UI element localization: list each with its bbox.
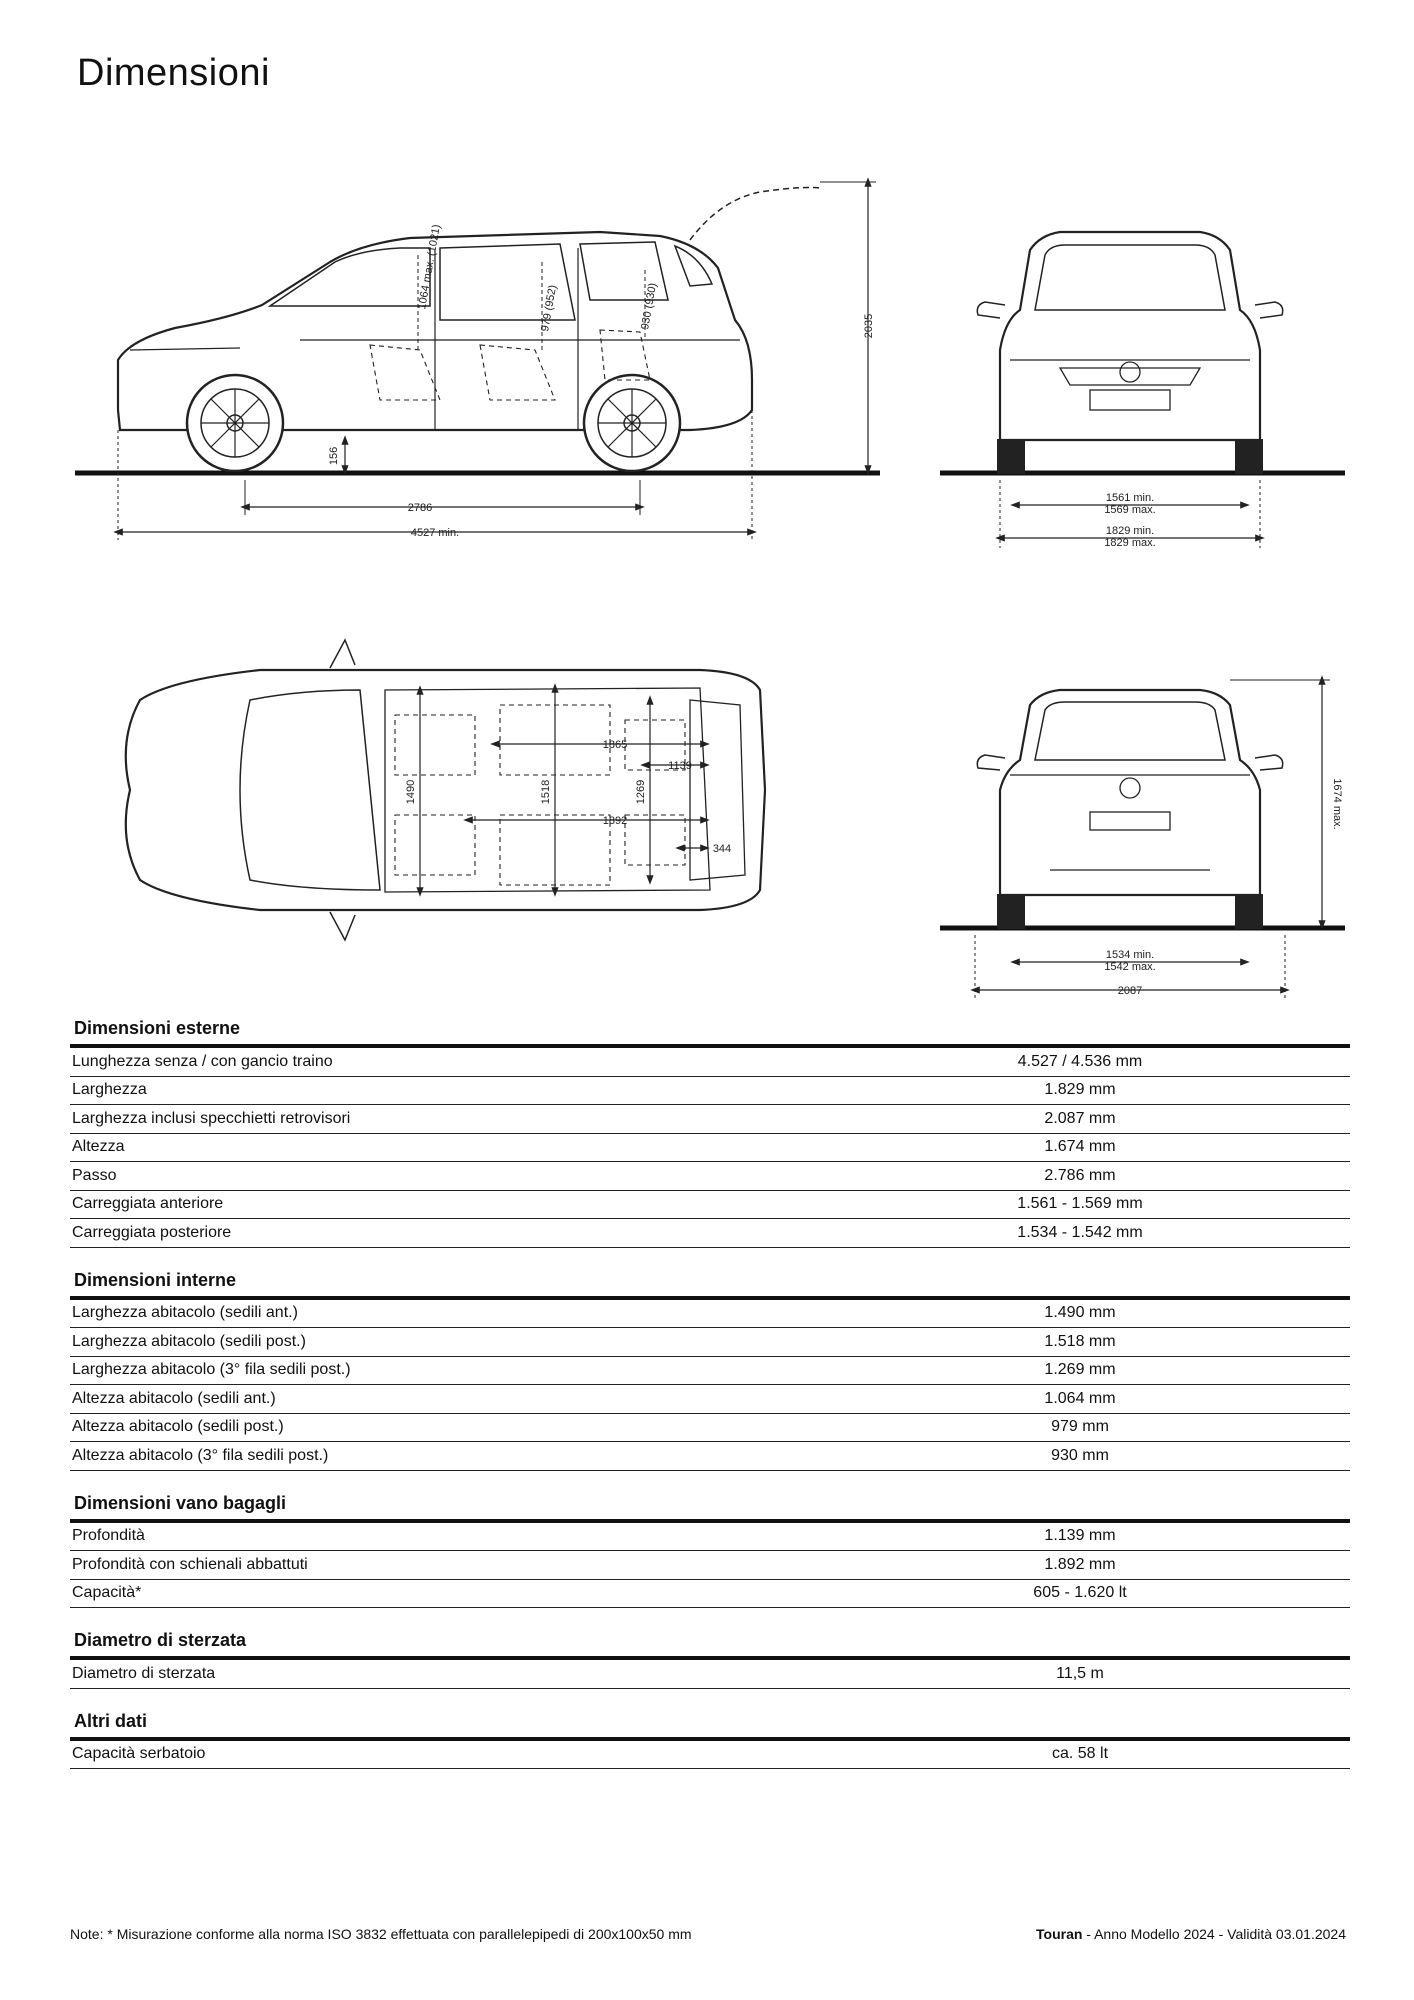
row-value: 605 - 1.620 lt (1033, 1584, 1127, 1602)
section-interior (70, 1270, 1350, 1471)
row-label: Carreggiata posteriore (72, 1223, 232, 1241)
head-mid-label: 979 (952) (539, 284, 560, 333)
section-turning (70, 1630, 1350, 1689)
row-label: Larghezza inclusi specchietti retrovisori (72, 1109, 351, 1127)
rear-track-max-label: 1542 max. (1104, 961, 1156, 973)
row-value: 1.064 mm (1044, 1389, 1116, 1407)
row-label: Larghezza abitacolo (3° fila sedili post.) (72, 1361, 351, 1379)
row-value: 1.518 mm (1044, 1332, 1116, 1350)
section-title: Dimensioni esterne (74, 1018, 241, 1038)
top-1269-label: 1269 (635, 779, 647, 805)
side-view (75, 182, 880, 540)
row-label: Larghezza abitacolo (sedili ant.) (72, 1304, 298, 1322)
length-label: 4527 min. (410, 527, 460, 539)
table-row (70, 1523, 1350, 1552)
top-1490-label: 1490 (405, 779, 417, 805)
row-value: 2.087 mm (1044, 1109, 1116, 1127)
row-label: Larghezza (72, 1081, 147, 1099)
row-label: Diametro di sterzata (72, 1664, 216, 1682)
wheelbase-label: 2786 (407, 502, 433, 514)
row-value: 4.527 / 4.536 mm (1017, 1052, 1143, 1070)
table-row (70, 1134, 1350, 1163)
width-max-label: 1829 max. (1104, 537, 1156, 549)
row-label: Capacità* (72, 1584, 142, 1602)
row-value: 1.139 mm (1044, 1527, 1116, 1545)
row-value: 1.674 mm (1044, 1138, 1116, 1156)
row-value: ca. 58 lt (1051, 1745, 1109, 1763)
row-value: 1.892 mm (1044, 1555, 1116, 1573)
section-other (70, 1711, 1350, 1770)
table-row (70, 1741, 1350, 1770)
row-label: Passo (72, 1166, 117, 1184)
row-value: 1.534 - 1.542 mm (1017, 1223, 1143, 1241)
top-344-label: 344 (712, 843, 732, 855)
table-row (70, 1357, 1350, 1386)
page-title: Dimensioni (77, 52, 270, 94)
row-value: 930 mm (1051, 1446, 1109, 1464)
row-value: 1.561 - 1.569 mm (1017, 1195, 1143, 1213)
row-label: Altezza abitacolo (3° fila sedili post.) (72, 1446, 329, 1464)
section-luggage (70, 1493, 1350, 1609)
table-row (70, 1328, 1350, 1357)
head-rear-label: 930 (930) (639, 282, 660, 331)
footer-model-info (1036, 1926, 1346, 1942)
row-label: Carreggiata anteriore (72, 1195, 224, 1213)
top-view-labels (405, 739, 731, 855)
row-label: Altezza (72, 1138, 125, 1156)
table-row (70, 1414, 1350, 1443)
section-title: Dimensioni interne (74, 1269, 237, 1290)
top-1518-label: 1518 (540, 779, 552, 805)
row-value: 11,5 m (1056, 1664, 1104, 1682)
row-value: 979 mm (1051, 1418, 1109, 1436)
front-track-max-label: 1569 max. (1104, 504, 1156, 516)
rear-height-label: 1674 max. (1331, 778, 1343, 830)
row-value: 1.829 mm (1044, 1081, 1116, 1099)
table-row (70, 1580, 1350, 1609)
row-value: 2.786 mm (1044, 1166, 1116, 1184)
table-row (70, 1077, 1350, 1106)
row-label: Altezza abitacolo (sedili post.) (72, 1418, 284, 1436)
section-exterior (70, 1018, 1350, 1248)
rear-view-labels (1104, 778, 1343, 997)
table-row (70, 1300, 1350, 1329)
top-1139-label: 1139 (668, 760, 692, 772)
footer-note: Note: * Misurazione conforme alla norma ISO 3832 effettuata con parallelepipedi di 200x100x50 mm (70, 1926, 692, 1942)
section-title: Diametro di sterzata (74, 1630, 247, 1650)
width-min-label: 1829 min. (1105, 525, 1155, 537)
row-label: Lunghezza senza / con gancio traino (72, 1052, 333, 1070)
table-row (70, 1551, 1350, 1580)
table-row (70, 1191, 1350, 1220)
table-row (70, 1660, 1350, 1689)
row-label: Profondità (72, 1527, 145, 1545)
table-row (70, 1105, 1350, 1134)
mirror-width-label: 2087 (1117, 985, 1143, 997)
model-validity: - Anno Modello 2024 - Validità 03.01.2024 (1082, 1926, 1346, 1942)
rear-track-min-label: 1534 min. (1105, 949, 1155, 961)
table-row (70, 1385, 1350, 1414)
row-label: Altezza abitacolo (sedili ant.) (72, 1389, 276, 1407)
table-row (70, 1442, 1350, 1471)
table-row (70, 1162, 1350, 1191)
row-value: 1.269 mm (1044, 1361, 1116, 1379)
side-view-labels (328, 224, 875, 539)
section-title: Dimensioni vano bagagli (74, 1492, 287, 1513)
row-label: Capacità serbatoio (72, 1745, 206, 1763)
row-label: Larghezza abitacolo (sedili post.) (72, 1332, 306, 1350)
front-view-labels (1104, 492, 1155, 549)
top-view (126, 640, 765, 940)
section-title: Altri dati (74, 1710, 148, 1731)
model-name: Touran (1036, 1926, 1083, 1942)
table-row (70, 1219, 1350, 1248)
table-row (70, 1048, 1350, 1077)
head-front-label: 1064 max. (1021) (416, 223, 443, 311)
top-1892-label: 1892 (602, 815, 628, 827)
row-value: 1.490 mm (1044, 1304, 1116, 1322)
front-track-min-label: 1561 min. (1105, 492, 1155, 504)
top-1865-label: 1865 (602, 739, 628, 751)
ground-clearance-label: 156 (328, 446, 340, 466)
specs-tables (70, 1018, 1350, 1791)
side-height-label: 2035 (863, 313, 875, 339)
row-label: Profondità con schienali abbattuti (72, 1555, 308, 1573)
